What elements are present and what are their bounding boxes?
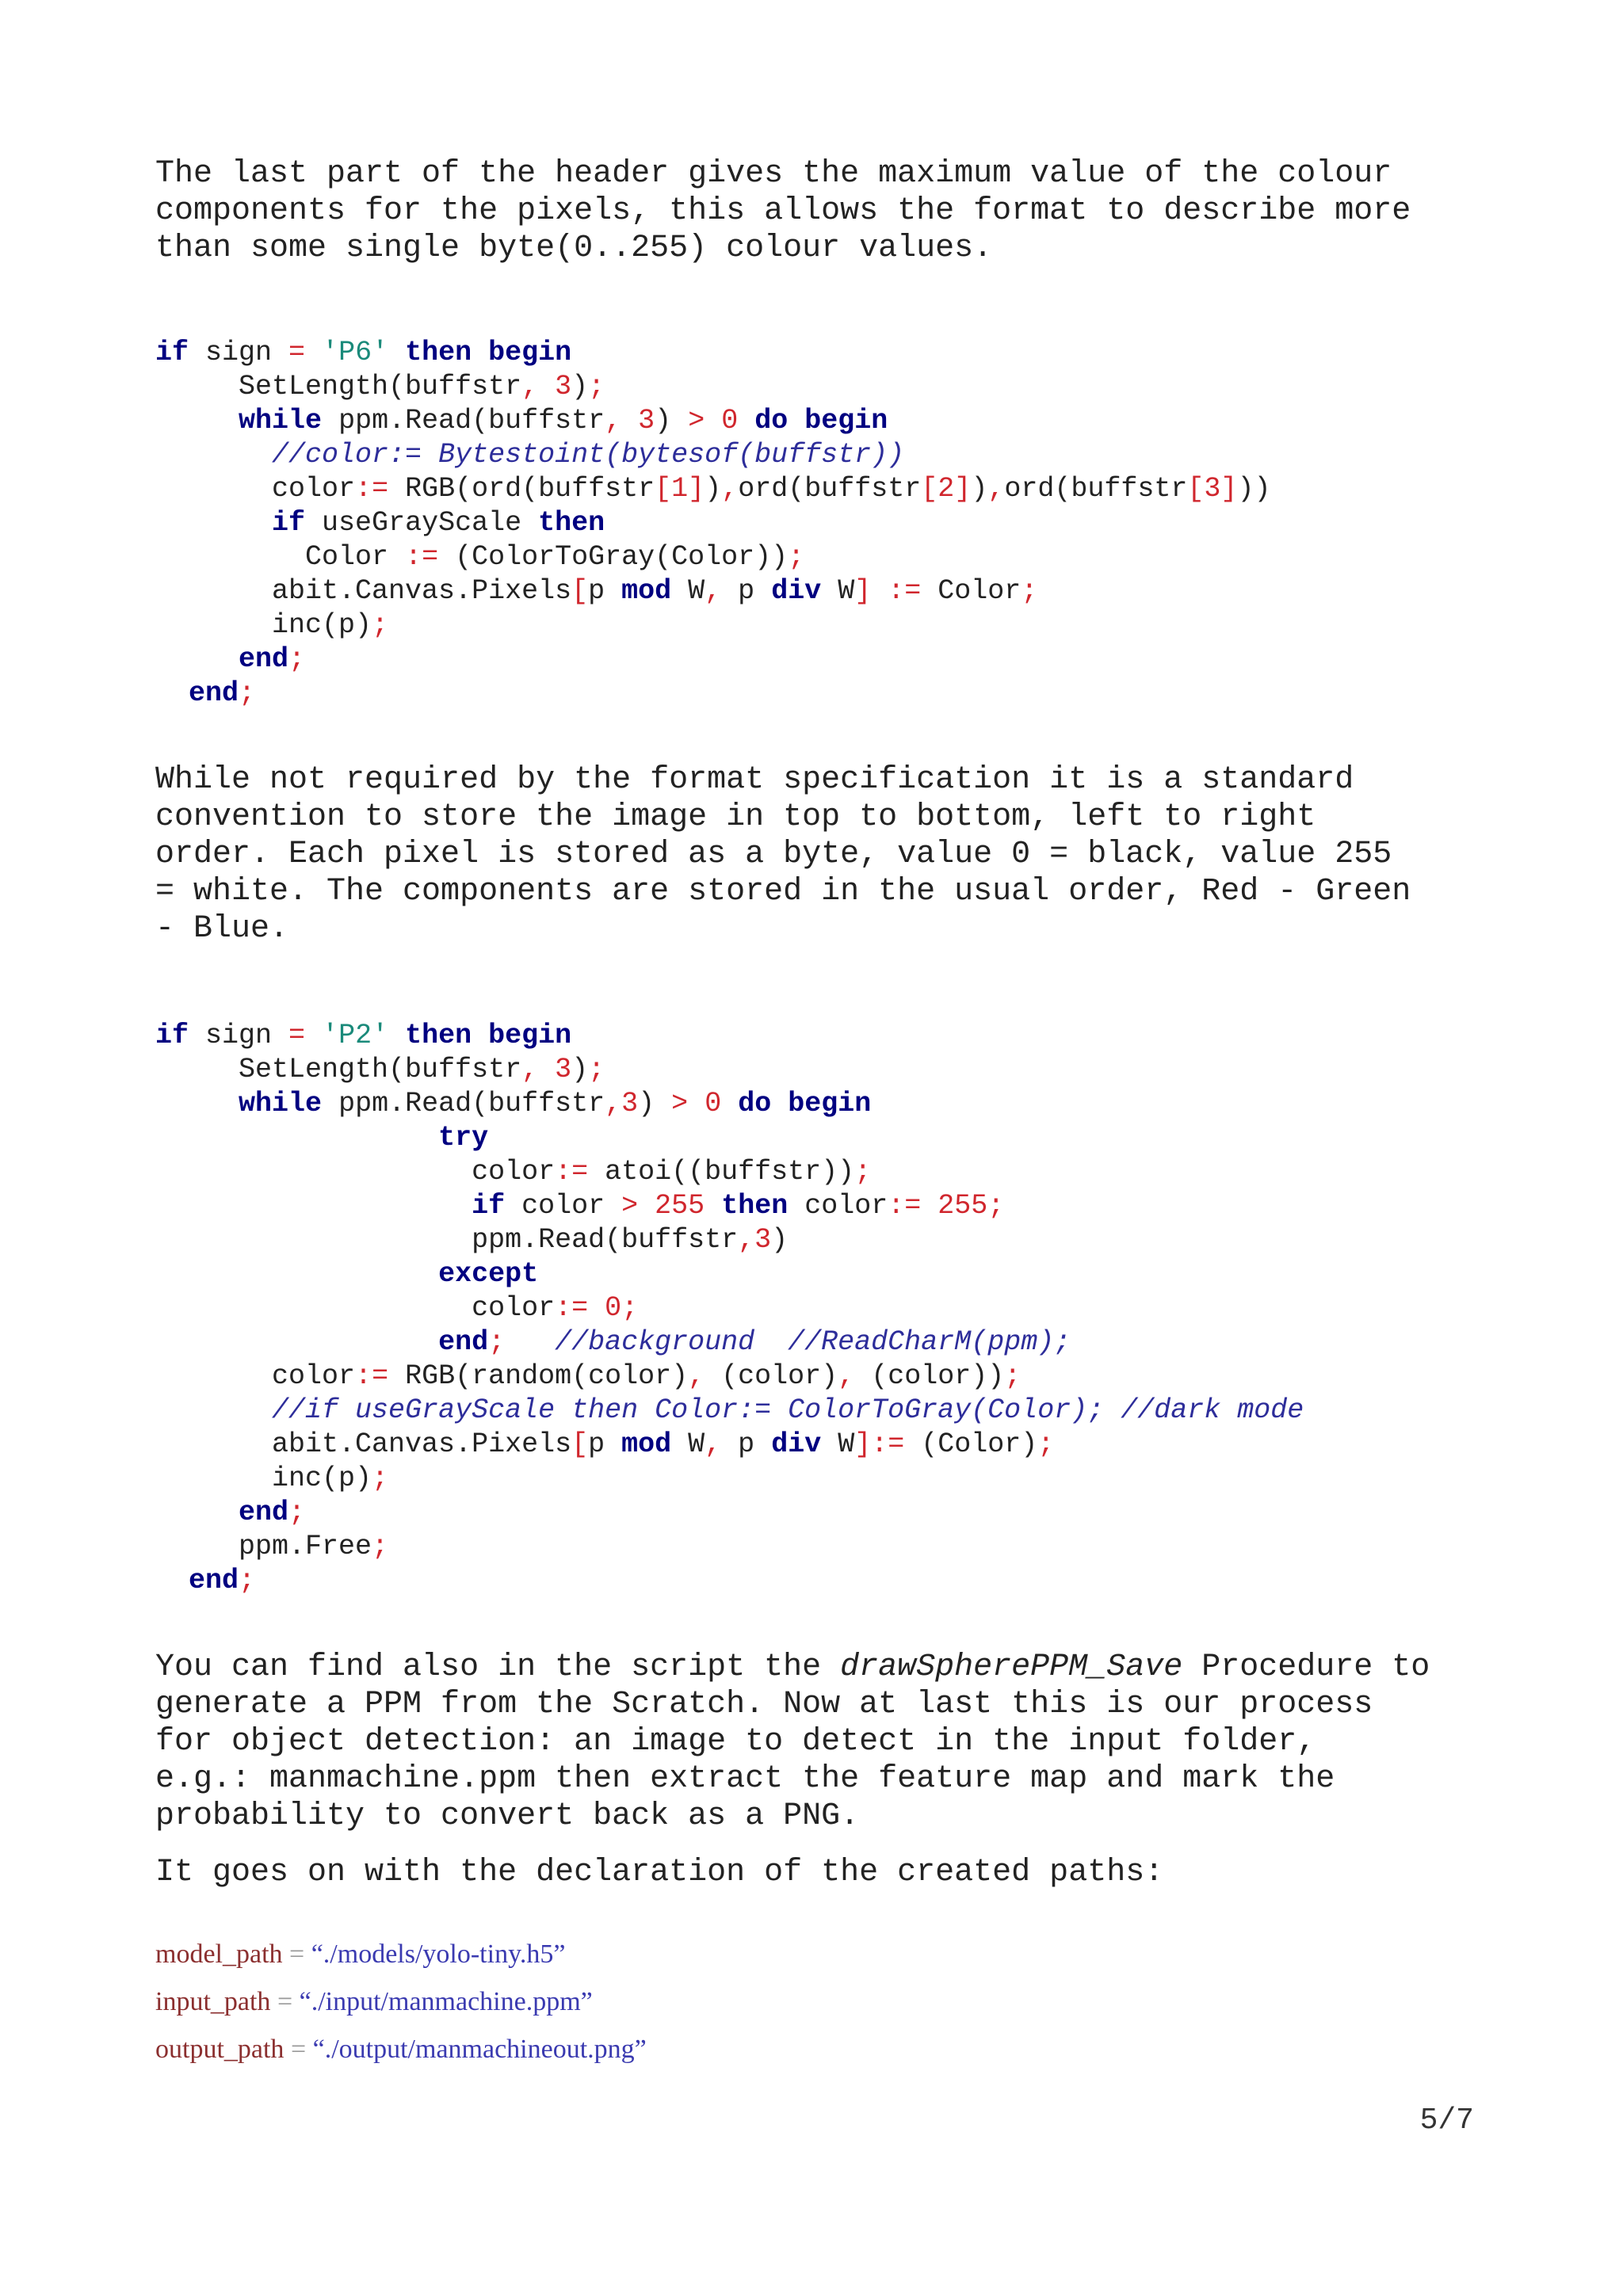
- text-line: generate a PPM from the Scratch. Now at last this is our process: [155, 1687, 1373, 1722]
- code-line: try: [438, 1122, 489, 1154]
- text-line: components for the pixels, this allows the format to describe more: [155, 193, 1411, 229]
- code-line: color:= RGB(ord(buffstr[1]),ord(buffstr[2]),ord(buffstr[3])): [155, 473, 1271, 505]
- text-line: probability to convert back as a PNG.: [155, 1798, 860, 1834]
- code-line: inc(p);: [155, 609, 389, 641]
- code-line: inc(p);: [155, 1463, 389, 1494]
- equals-sign: =: [284, 2035, 313, 2064]
- text-line: While not required by the format specification it is a standard: [155, 762, 1354, 798]
- code-block-p2: [155, 1019, 1542, 1598]
- text-line: The last part of the header gives the maximum value of the colour: [155, 156, 1392, 192]
- procedure-name: drawSpherePPM_Save: [840, 1650, 1183, 1685]
- code-line: end;: [239, 643, 306, 675]
- code-line: if useGrayScale then: [272, 507, 605, 539]
- code-line: color:= 0;: [155, 1292, 639, 1324]
- code-line: if sign = 'P2' then begin: [155, 1020, 572, 1051]
- code-line: abit.Canvas.Pixels[p mod W, p div W]:= (Color);: [155, 1428, 1055, 1460]
- code-line: color:= atoi((buffstr));: [155, 1156, 872, 1188]
- equals-sign: =: [270, 1987, 300, 2016]
- paragraph-paths-intro: [155, 1854, 1503, 1891]
- equals-sign: =: [282, 1939, 311, 1969]
- page-number: 5/7: [1419, 2103, 1474, 2138]
- text-line: for object detection: an image to detect in the input folder,: [155, 1724, 1316, 1760]
- text-line: It goes on with the declaration of the created paths:: [155, 1855, 1164, 1890]
- code-line: if color > 255 then color:= 255;: [472, 1190, 1005, 1222]
- code-line: if sign = 'P6' then begin: [155, 337, 572, 368]
- text-line: order. Each pixel is stored as a byte, value 0 = black, value 255: [155, 837, 1392, 872]
- text-segment: You can find also in the script the: [155, 1650, 841, 1685]
- code-line: //if useGrayScale then Color:= ColorToGray(Color); //dark mode: [272, 1394, 1304, 1426]
- path-variable: model_path: [155, 1939, 283, 1969]
- code-line: abit.Canvas.Pixels[p mod W, p div W] := Color;: [155, 575, 1038, 607]
- code-line: end;: [189, 677, 256, 709]
- path-line-output: [155, 2026, 1344, 2073]
- path-variable: output_path: [155, 2035, 285, 2064]
- path-variable: input_path: [155, 1987, 271, 2016]
- paragraph-header-max-value: [155, 155, 1503, 267]
- path-value: “./models/yolo-tiny.h5”: [311, 1939, 566, 1969]
- paths-declaration: [155, 1931, 1344, 2073]
- path-value: “./output/manmachineout.png”: [312, 2035, 647, 2064]
- path-value: “./input/manmachine.ppm”: [299, 1987, 593, 2016]
- code-line: SetLength(buffstr, 3);: [155, 1054, 605, 1085]
- code-block-p6: [155, 336, 1542, 711]
- text-segment: Procedure to: [1182, 1650, 1430, 1685]
- text-line: convention to store the image in top to bottom, left to right: [155, 799, 1316, 835]
- code-line: except: [438, 1258, 539, 1290]
- path-line-input: [155, 1978, 1344, 2026]
- code-line: ppm.Read(buffstr,3): [155, 1224, 789, 1256]
- text-line: e.g.: manmachine.ppm then extract the feature map and mark the: [155, 1761, 1335, 1797]
- code-line: while ppm.Read(buffstr,3) > 0 do begin: [239, 1088, 872, 1119]
- paragraph-object-detection: [155, 1649, 1503, 1835]
- code-line: Color := (ColorToGray(Color));: [155, 541, 805, 573]
- path-line-model: [155, 1931, 1344, 1978]
- code-line: while ppm.Read(buffstr, 3) > 0 do begin: [239, 405, 888, 437]
- code-line: //color:= Bytestoint(bytesof(buffstr)): [272, 439, 905, 471]
- code-line: end;: [239, 1497, 306, 1528]
- text-line: = white. The components are stored in the usual order, Red - Green: [155, 874, 1411, 910]
- code-line: SetLength(buffstr, 3);: [155, 371, 605, 402]
- text-line: - Blue.: [155, 911, 289, 947]
- code-line: color:= RGB(random(color), (color), (color));: [155, 1360, 1022, 1392]
- text-line: than some single byte(0..255) colour values.: [155, 231, 993, 266]
- code-line: end;: [189, 1565, 256, 1596]
- code-line: ppm.Free;: [155, 1531, 389, 1562]
- paragraph-storage-convention: [155, 761, 1503, 948]
- code-line: end; //background //ReadCharM(ppm);: [438, 1326, 1071, 1358]
